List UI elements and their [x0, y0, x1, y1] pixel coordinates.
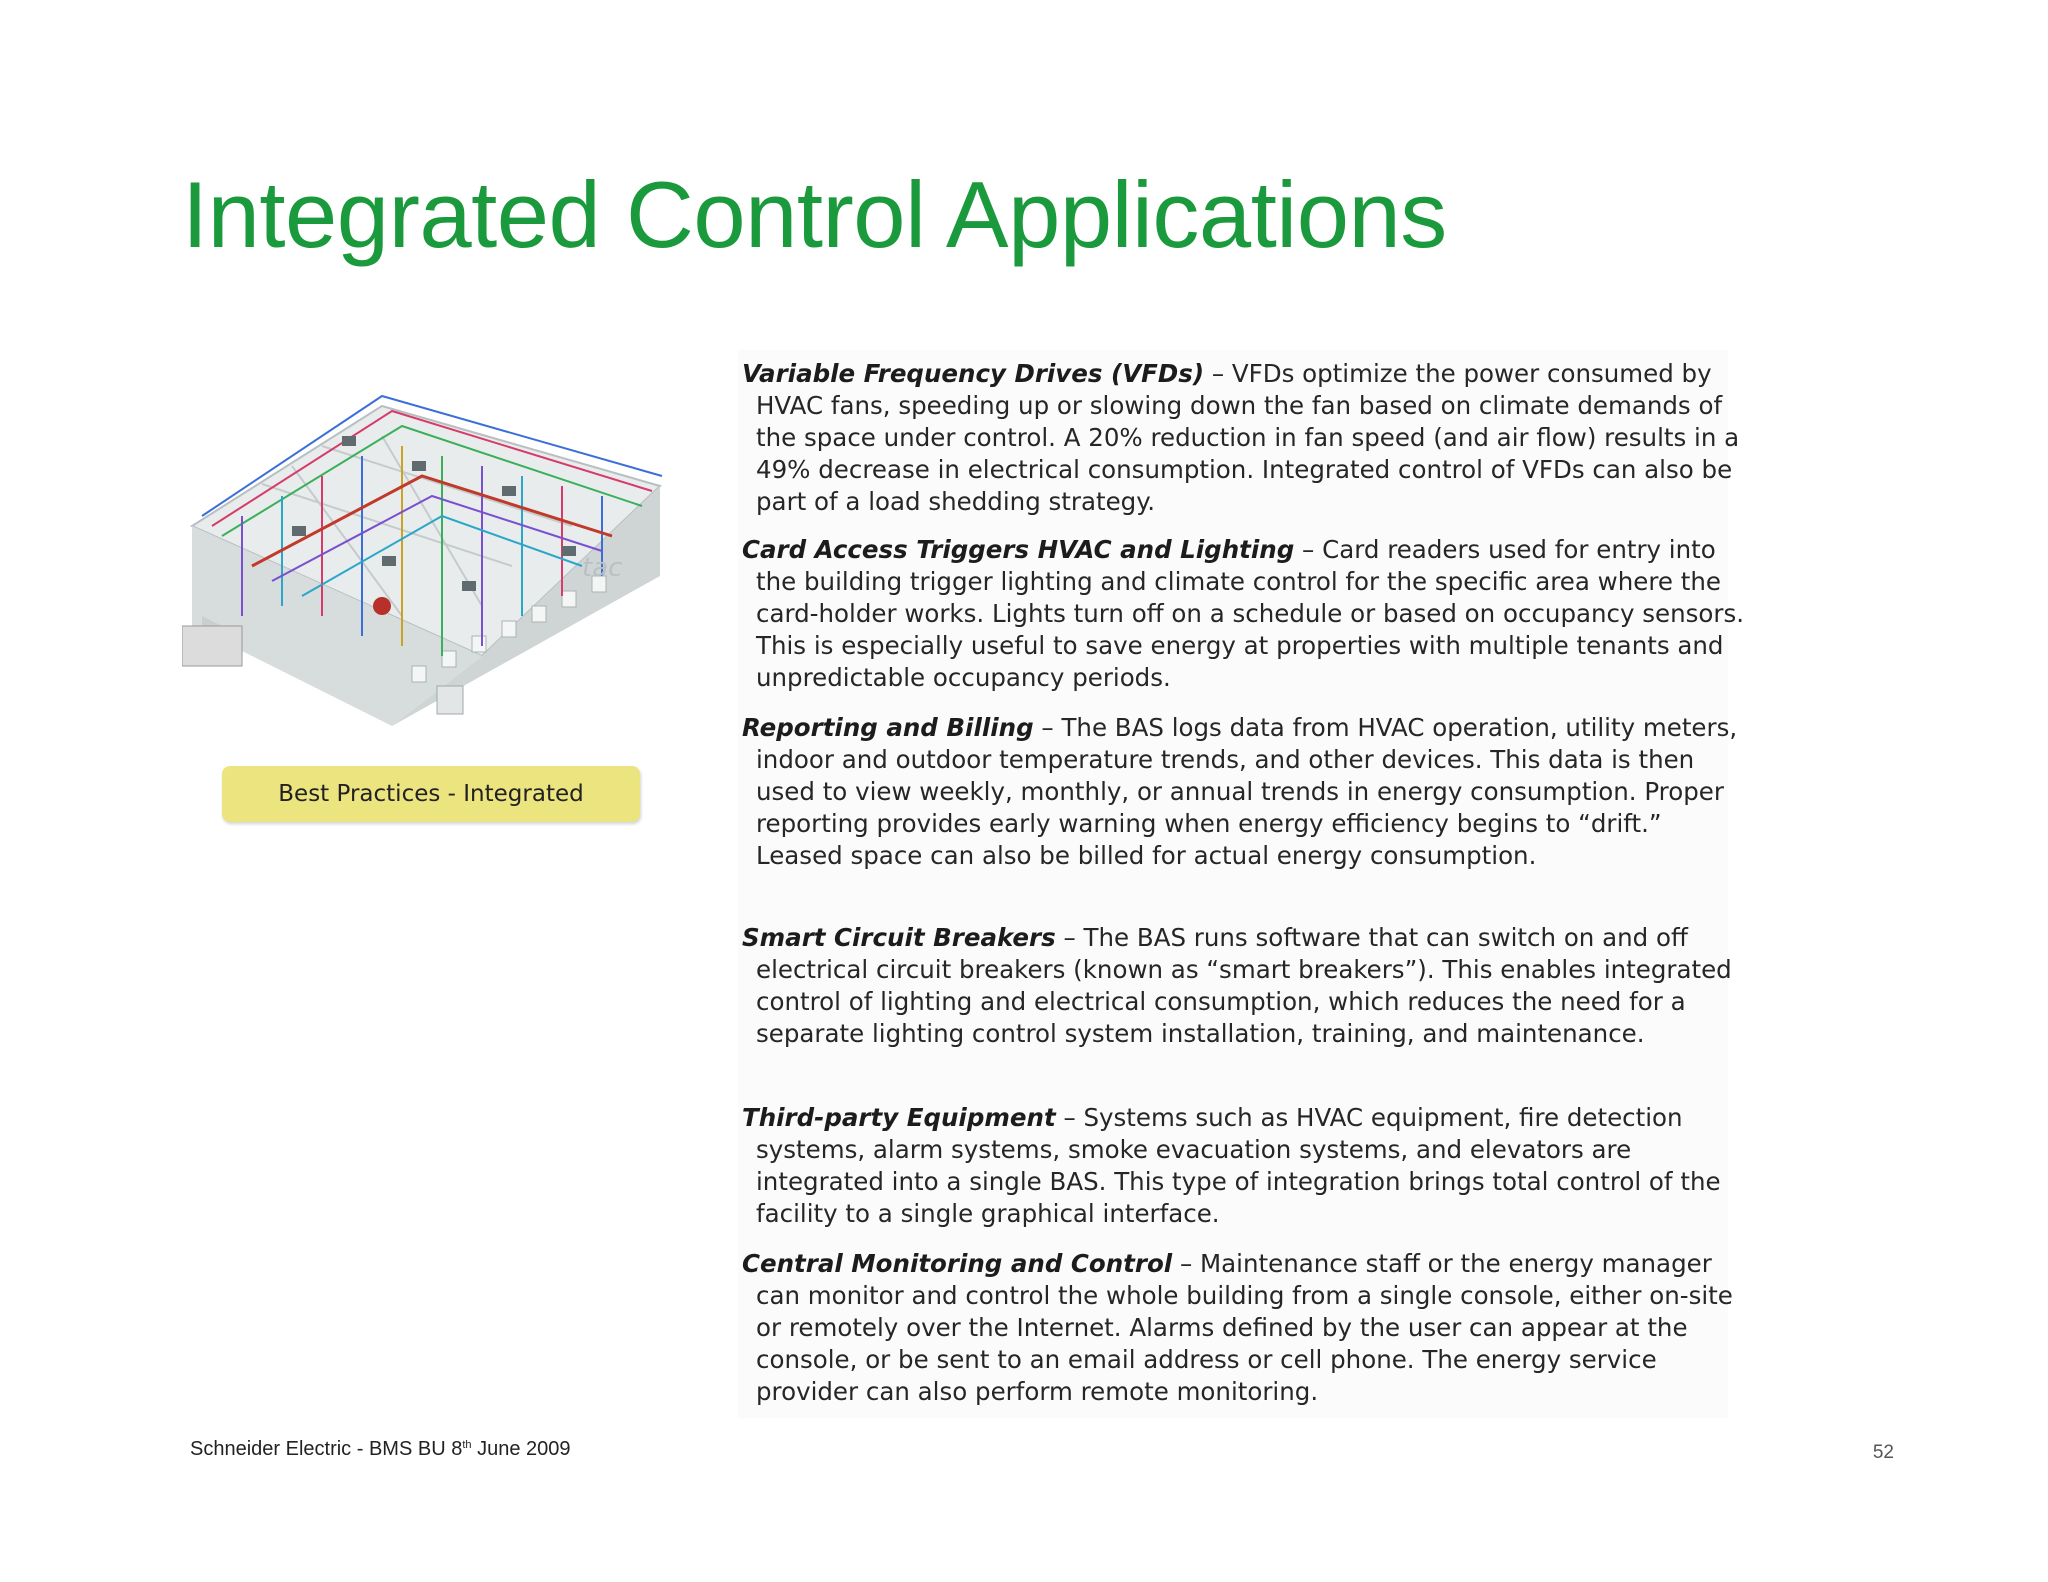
page-number: 52: [1872, 1442, 1894, 1463]
entry-text: – The BAS runs software that can switch on and off electrical circuit breakers (known as “smart breakers”). This enables integrated control of lighting and electrical consumption, which reduces the need for a separate lighting control system installation, training, and maintenance.: [756, 923, 1732, 1048]
entry-central-monitoring: [742, 1248, 1756, 1408]
entry-term: Third-party Equipment: [742, 1103, 1056, 1132]
entry-card-access: [742, 534, 1756, 694]
svg-text:tac: tac: [582, 553, 623, 583]
footer-ordinal: th: [462, 1439, 472, 1451]
entry-reporting-billing: [742, 712, 1756, 872]
entry-text: – Systems such as HVAC equipment, fire detection systems, alarm systems, smoke evacuation systems, and elevators are integrated into a single BAS. This type of integration brings total control of the facility to a single graphical interface.: [756, 1103, 1721, 1228]
footer-date: June 2009: [471, 1438, 571, 1460]
entry-term: Card Access Triggers HVAC and Lighting: [742, 535, 1295, 564]
entry-third-party: [742, 1102, 1756, 1230]
entry-term: Central Monitoring and Control: [742, 1249, 1173, 1278]
entry-text: – The BAS logs data from HVAC operation, utility meters, indoor and outdoor temperature trends, and other devices. This data is then used to view weekly, monthly, or annual trends in energy consumption. Proper reporting provides early warning when energy efficiency begins to “drift.” Leased space can also be billed for actual energy consumption.: [756, 713, 1738, 870]
entry-vfds: [742, 358, 1756, 518]
footer-org: Schneider Electric - BMS BU 8: [190, 1438, 463, 1460]
entry-text: – Card readers used for entry into the building trigger lighting and climate control for the specific area where the card-holder works. Lights turn off on a schedule or based on occupancy sensors. This is especially useful to save energy at properties with multiple tenants and unpredictable occupancy periods.: [756, 535, 1745, 692]
entry-term: Smart Circuit Breakers: [742, 923, 1056, 952]
entry-term: Reporting and Billing: [742, 713, 1034, 742]
building-automation-illustration: [182, 366, 670, 736]
footer-text: [190, 1438, 571, 1461]
best-practices-caption: Best Practices - Integrated: [222, 766, 640, 822]
entry-text: – VFDs optimize the power consumed by HVAC fans, speeding up or slowing down the fan based on climate demands of the space under control. A 20% reduction in fan speed (and air flow) results in a 49% decrease in electrical consumption. Integrated control of VFDs can also be part of a load shedding strategy.: [756, 359, 1740, 516]
slide-title: Integrated Control Applications: [182, 162, 1447, 267]
entry-text: – Maintenance staff or the energy manager can monitor and control the whole building from a single console, either on-site or remotely over the Internet. Alarms defined by the user can appear at the console, or be sent to an email address or cell phone. The energy service provider can also perform remote monitoring.: [756, 1249, 1733, 1406]
entry-smart-breakers: [742, 922, 1756, 1050]
entry-term: Variable Frequency Drives (VFDs): [742, 359, 1205, 388]
